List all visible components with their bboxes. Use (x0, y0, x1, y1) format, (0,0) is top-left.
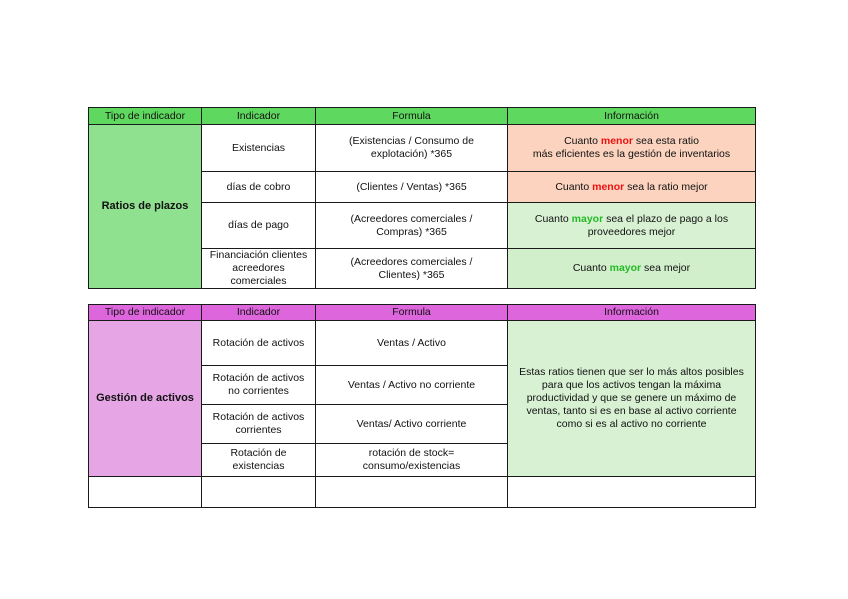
info-text: sea esta ratio (632, 135, 699, 147)
category-cell: Gestión de activos (89, 321, 202, 477)
indicator-line: Financiación clientes (209, 249, 308, 261)
indicator-cell (202, 249, 316, 289)
info-line: más eficientes es la gestión de inventarios (532, 148, 731, 160)
empty-cell (202, 477, 316, 508)
indicator-cell: Rotación de activos (202, 321, 316, 366)
formula-cell: Ventas/ Activo corriente (316, 405, 508, 444)
formula-line: (Existencias / Consumo de (349, 135, 474, 147)
table-row (89, 321, 756, 366)
formula-line: explotación) *365 (370, 148, 453, 160)
formula-cell (316, 444, 508, 477)
info-text: Cuanto (572, 262, 610, 274)
header-informacion: Información (508, 108, 756, 125)
formula-line: rotación de stock= (368, 447, 455, 459)
highlight-word: menor (592, 180, 625, 193)
indicator-line: Rotación de activos (212, 411, 305, 423)
indicator-cell: días de cobro (202, 172, 316, 203)
info-text: sea la ratio mejor (624, 180, 708, 193)
indicator-line: acreedores (232, 262, 285, 274)
empty-cell (316, 477, 508, 508)
info-line (512, 213, 751, 226)
indicator-cell (202, 366, 316, 405)
info-text: Cuanto (555, 180, 593, 193)
formula-cell: Ventas / Activo no corriente (316, 366, 508, 405)
indicator-cell (202, 444, 316, 477)
empty-row (89, 477, 756, 508)
highlight-word: mayor (609, 262, 642, 274)
formula-line: (Acreedores comerciales / (350, 212, 473, 225)
indicator-cell (202, 405, 316, 444)
table-row (89, 125, 756, 172)
formula-line: Clientes) *365 (378, 268, 445, 281)
info-text: sea mejor (641, 262, 691, 274)
formula-cell: Ventas / Activo (316, 321, 508, 366)
formula-cell (316, 203, 508, 249)
indicator-line: existencias (232, 460, 285, 472)
info-line: como si es al activo no corriente (556, 418, 707, 430)
highlight-word: mayor (571, 212, 604, 225)
indicator-line: comerciales (230, 275, 287, 287)
indicator-line: no corrientes (228, 385, 289, 397)
empty-cell (89, 477, 202, 508)
header-indicador: Indicador (202, 305, 316, 321)
empty-cell (508, 477, 756, 508)
info-line: productividad y que se genere un máximo de (526, 392, 737, 404)
info-line (512, 135, 751, 148)
info-cell (508, 203, 756, 249)
info-cell (508, 172, 756, 203)
indicator-line: Rotación de (230, 447, 287, 459)
info-text: Cuanto (534, 212, 572, 225)
highlight-word: menor (600, 135, 633, 147)
indicator-cell: Existencias (202, 125, 316, 172)
indicator-line: corrientes (235, 424, 282, 436)
indicator-cell: días de pago (202, 203, 316, 249)
gestion-activos-table (88, 304, 756, 508)
info-text: Cuanto (564, 135, 601, 147)
info-line: Estas ratios tienen que ser lo más altos posibles (519, 366, 744, 378)
info-line: ventas, tanto si es en base al activo corriente (526, 405, 737, 417)
formula-cell (316, 125, 508, 172)
indicator-line: Rotación de activos (212, 372, 305, 384)
formula-line: consumo/existencias (362, 460, 461, 472)
ratios-plazos-table (88, 107, 756, 289)
header-formula: Formula (316, 305, 508, 321)
info-cell (508, 321, 756, 477)
info-line: para que los activos tengan la máxima (541, 379, 722, 391)
info-cell (508, 249, 756, 289)
formula-line: (Acreedores comerciales / (350, 255, 473, 268)
formula-line: Compras) *365 (376, 225, 447, 238)
header-tipo: Tipo de indicador (89, 305, 202, 321)
formula-cell (316, 249, 508, 289)
header-informacion: Información (508, 305, 756, 321)
table-header-row (89, 108, 756, 125)
header-formula: Formula (316, 108, 508, 125)
info-line: proveedores mejor (587, 225, 676, 238)
header-tipo: Tipo de indicador (89, 108, 202, 125)
table-header-row (89, 305, 756, 321)
formula-cell: (Clientes / Ventas) *365 (316, 172, 508, 203)
info-cell (508, 125, 756, 172)
category-cell: Ratios de plazos (89, 125, 202, 289)
info-text: sea el plazo de pago a los (603, 212, 729, 225)
header-indicador: Indicador (202, 108, 316, 125)
